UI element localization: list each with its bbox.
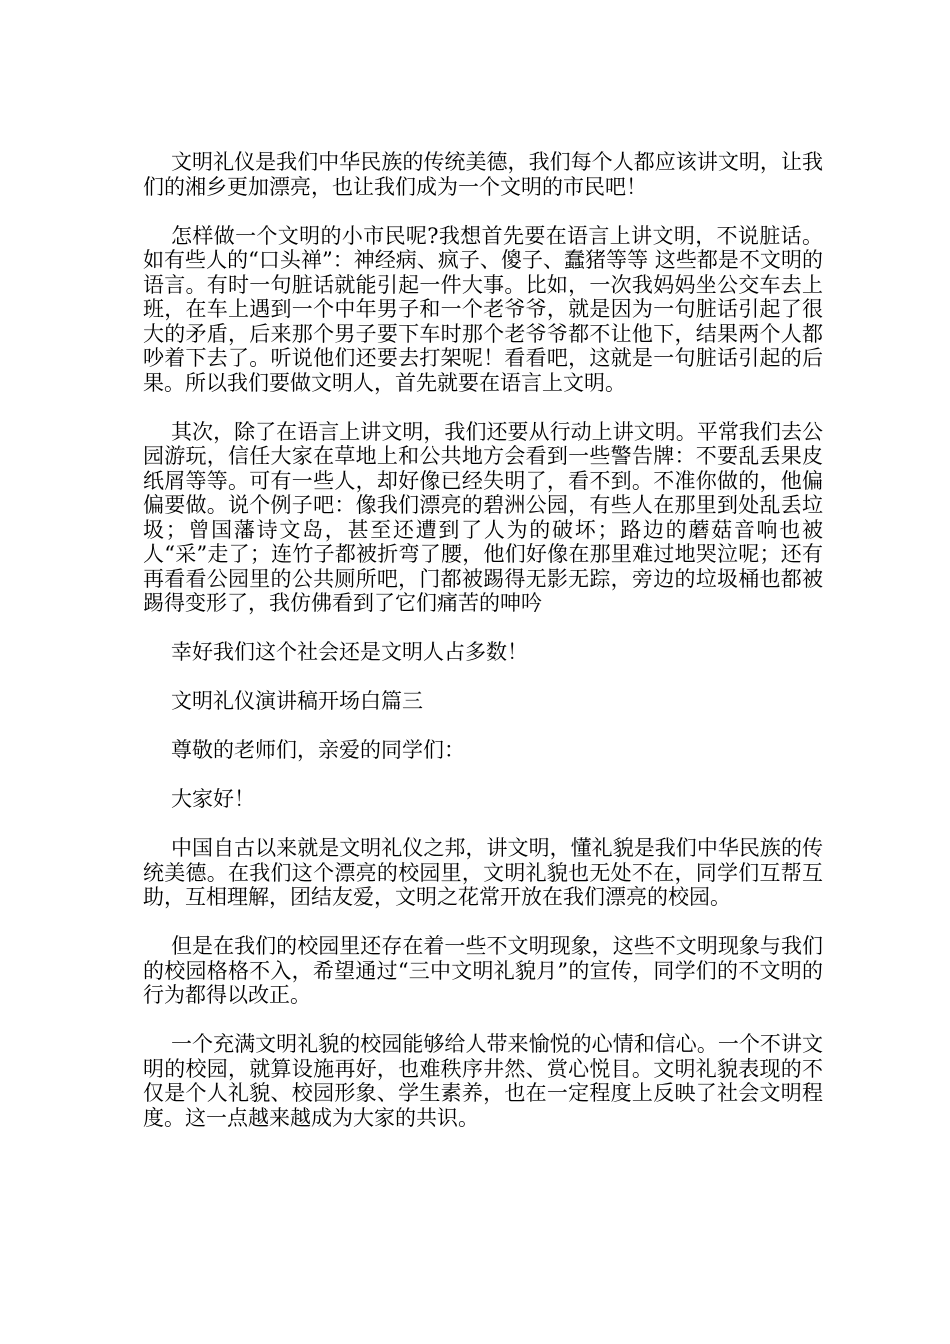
paragraph-8: 中国自古以来就是文明礼仪之邦，讲文明，懂礼貌是我们中华民族的传统美德。在我们这个漂亮的校园里，文明礼貌也无处不在，同学们互帮互助，互相理解，团结友爱，文明之花常开放在我们漂亮的校园。 xyxy=(143,836,823,909)
salutation: 尊敬的老师们，亲爱的同学们： xyxy=(171,738,465,762)
paragraph-3: 其次，除了在语言上讲文明，我们还要从行动上讲文明。平常我们去公园游玩，信任大家在草地上和公共地方会看到一些警告牌：不要乱丢果皮纸屑等等。可有一些人，却好像已经失明了，看不到。不准你做的，他偏偏要做。说个例子吧：像我们漂亮的碧洲公园，有些人在那里到处乱丢垃圾；曾国藩诗文岛，甚至还遭到了人为的破坏；路边的蘑菇音响也被人“采”走了；连竹子都被折弯了腰，他们好像在那里难过地哭泣呢；还有再看看公园里的公共厕所吧，门都被踢得无影无踪，旁边的垃圾桶也都被踢得变形了，我仿佛看到了它们痛苦的呻吟 xyxy=(143,419,823,615)
paragraph-9: 但是在我们的校园里还存在着一些不文明现象，这些不文明现象与我们的校园格格不入，希望通过“三中文明礼貌月”的宣传，同学们的不文明的行为都得以改正。 xyxy=(143,934,823,1007)
paragraph-1: 文明礼仪是我们中华民族的传统美德，我们每个人都应该讲文明，让我们的湘乡更加漂亮，也让我们成为一个文明的市民吧！ xyxy=(143,150,823,199)
paragraph-4: 幸好我们这个社会还是文明人占多数！ xyxy=(171,640,528,664)
paragraph-2: 怎样做一个文明的小市民呢?我想首先要在语言上讲文明，不说脏话。如有些人的“口头禅”：神经病、疯子、傻子、蠢猪等等 这些都是不文明的语言。有时一句脏话就能引起一件大事。比如，一次我妈妈坐公交车去上班，在车上遇到一个中年男子和一个老爷爷，就是因为一句脏话引起了很大的矛盾，后来那个男子要下车时那个老爷爷都不让他下，结果两个人都吵着下去了。听说他们还要去打架呢！看看吧，这就是一句脏话引起的后果。所以我们要做文明人，首先就要在语言上文明。 xyxy=(143,223,823,395)
section-heading: 文明礼仪演讲稿开场白篇三 xyxy=(171,689,423,713)
greeting: 大家好！ xyxy=(171,787,255,811)
document-body xyxy=(143,150,823,1155)
paragraph-10: 一个充满文明礼貌的校园能够给人带来愉悦的心情和信心。一个不讲文明的校园，就算设施再好，也难秩序井然、赏心悦目。文明礼貌表现的不仅是个人礼貌、校园形象、学生素养，也在一定程度上反映了社会文明程度。这一点越来越成为大家的共识。 xyxy=(143,1032,823,1130)
